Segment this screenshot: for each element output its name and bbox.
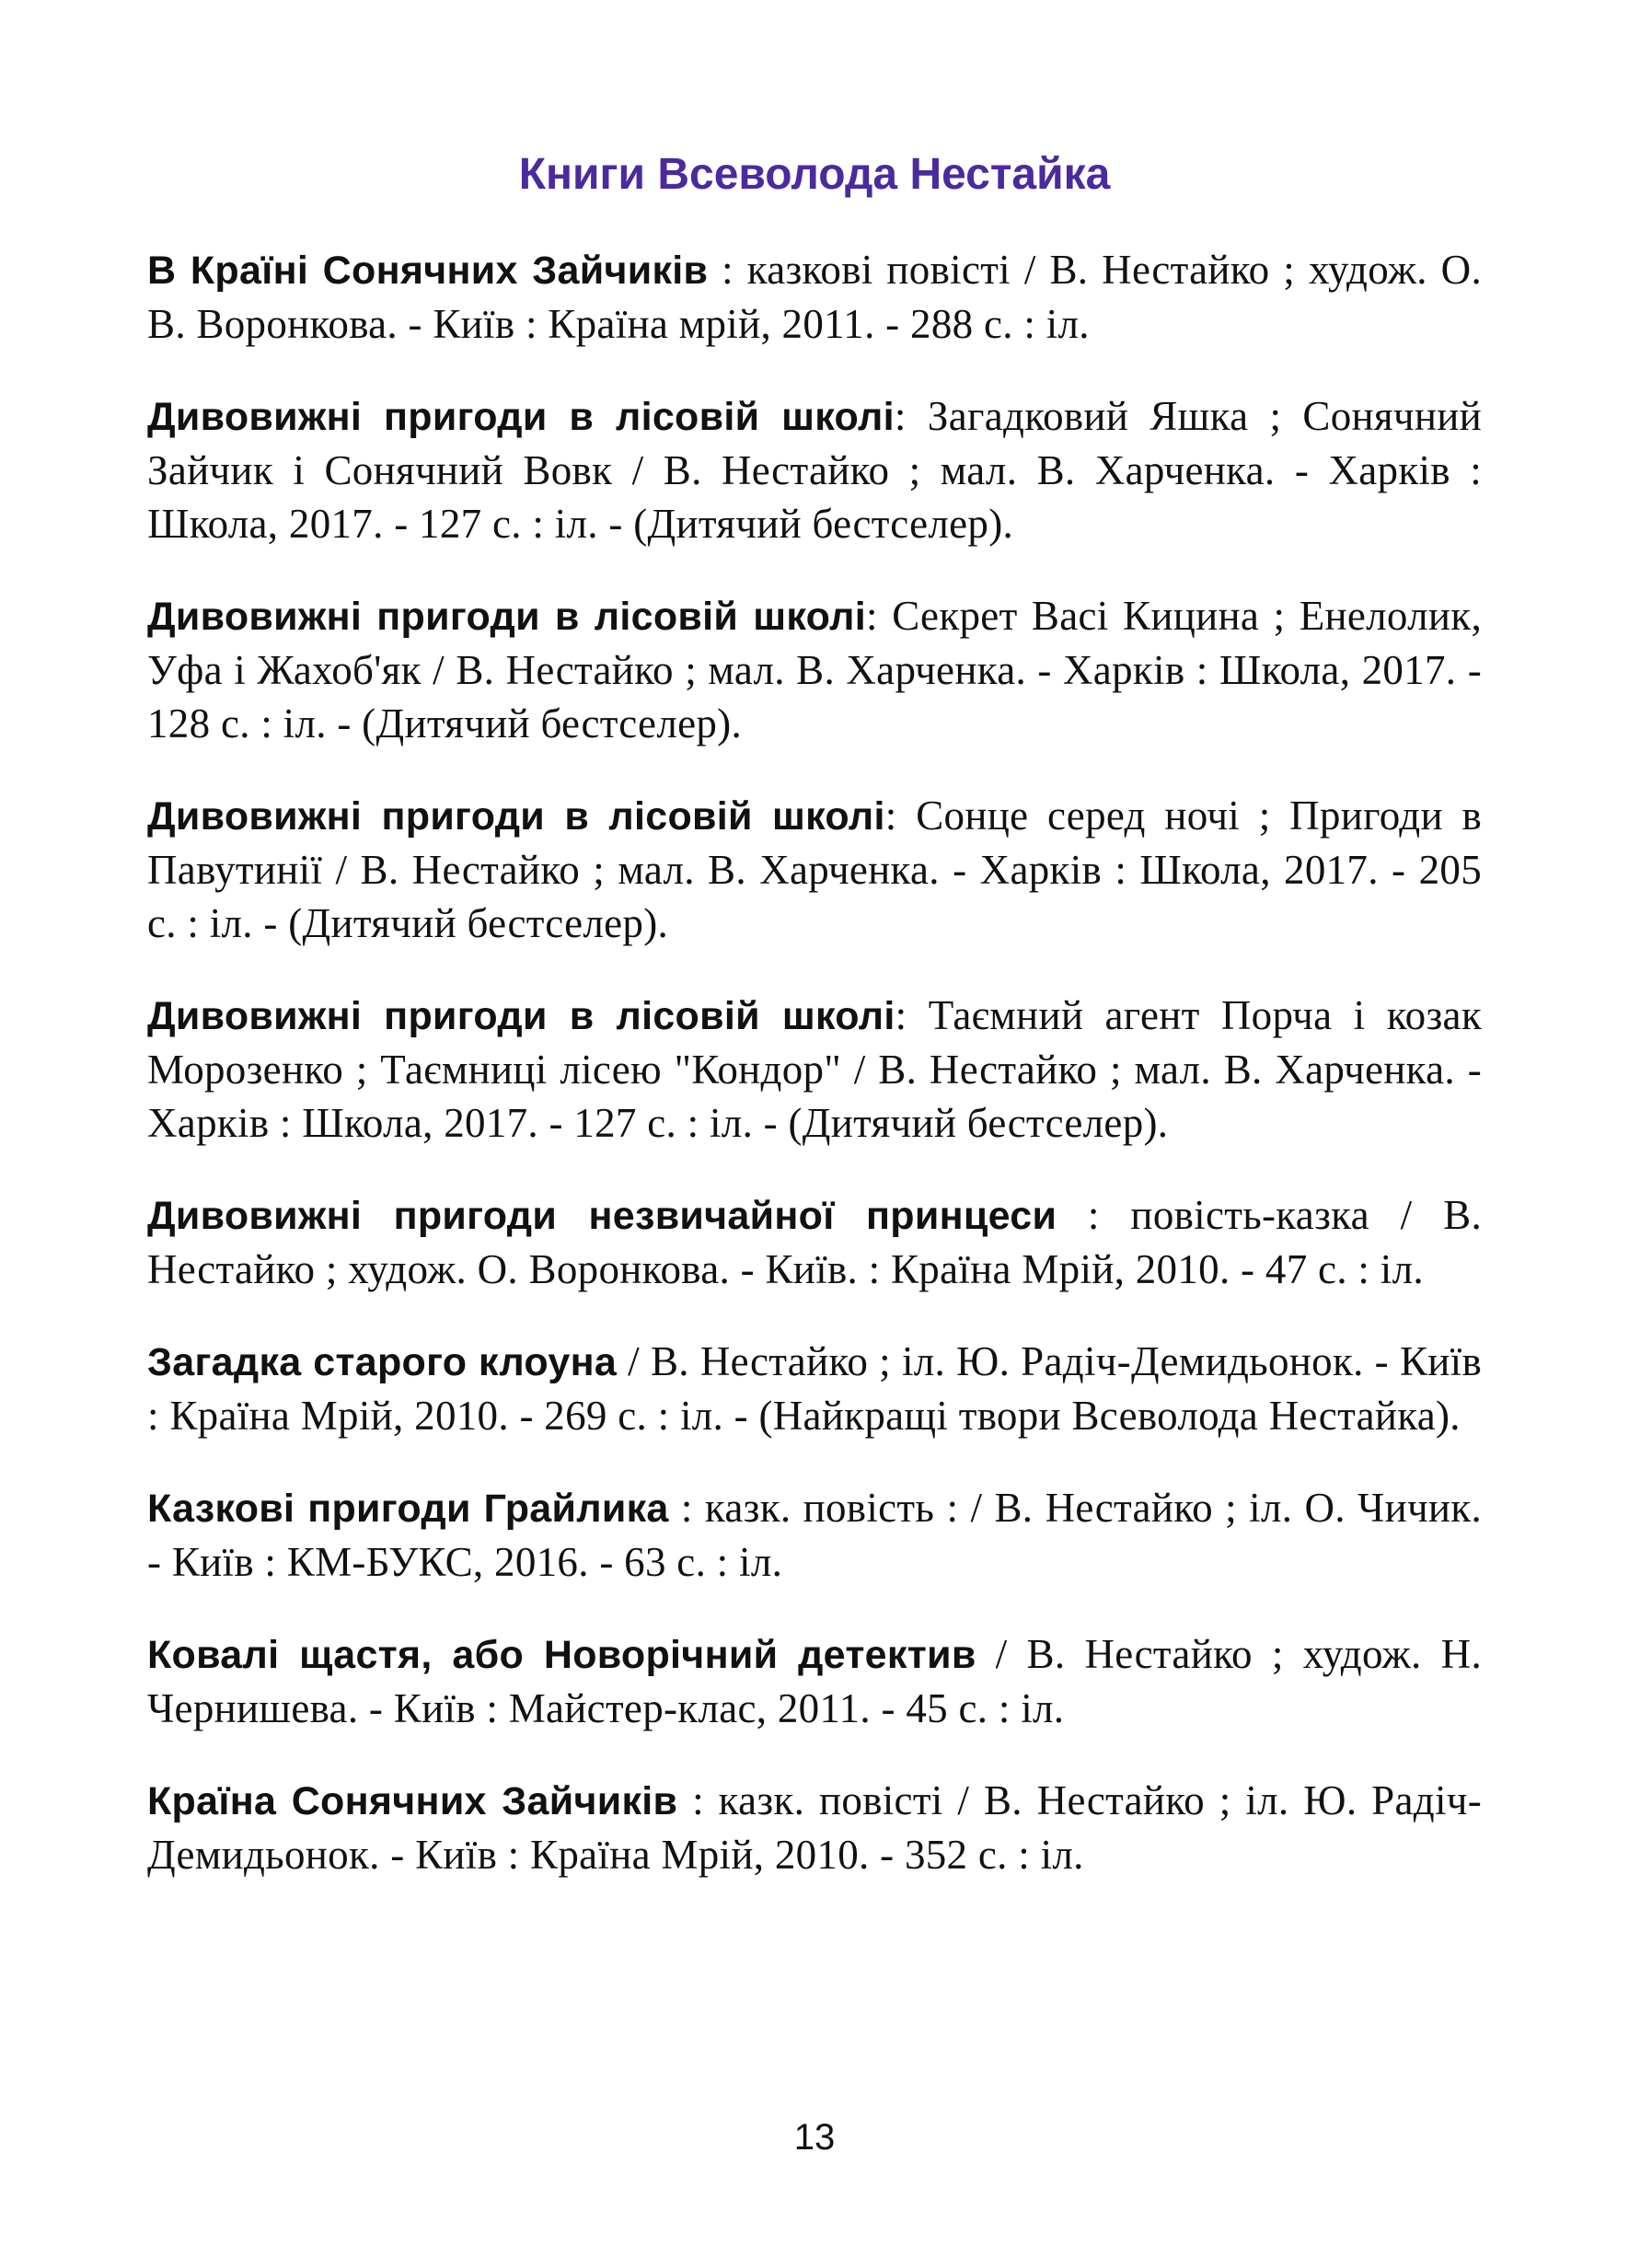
page-number: 13 [793, 2117, 836, 2158]
bibliography-entry [147, 1627, 1482, 1735]
entry-details: : Загадковий Яшка ; Сонячний Зайчик і Сонячний Вовк / В. Нестайко ; мал. В. Харченка. - Харків : Школа, 2017. - 127 с. : іл. - (Дитячий бестселер). [147, 393, 1482, 547]
entry-details: / В. Нестайко ; худож. Н. Чернишева. - Київ : Майстер-клас, 2011. - 45 с. : іл. [147, 1631, 1483, 1731]
bibliography-entry [147, 1774, 1482, 1881]
entry-title: Дивовижні пригоди в лісовій школі [147, 395, 895, 439]
entry-title: Дивовижні пригоди в лісовій школі [147, 794, 885, 839]
entry-title: Країна Сонячних Зайчиків [147, 1779, 678, 1823]
bibliography-entry [147, 1188, 1482, 1296]
entry-details: : Сонце серед ночі ; Пригоди в Павутинії / В. Нестайко ; мал. В. Харченка. - Харків : Школа, 2017. - 205 с. : іл. - (Дитячий бестселер). [147, 793, 1482, 946]
bibliography-entry [147, 1481, 1482, 1589]
bibliography-entry [147, 589, 1482, 750]
entry-details: : Таємний агент Порча і козак Морозенко ; Таємниці лісею "Кондор" / В. Нестайко ; мал. В. Харченка. - Харків : Школа, 2017. - 127 с. : іл. - (Дитячий бестселер). [147, 992, 1482, 1146]
entry-details: : Секрет Васі Кицина ; Енелолик, Уфа і Жахоб'як / В. Нестайко ; мал. В. Харченка. - Харків : Школа, 2017. - 128 с. : іл. - (Дитячий бестселер). [147, 593, 1482, 746]
entry-title: Ковалі щастя, або Новорічний детектив [147, 1633, 976, 1677]
entry-details: : казк. повість : / В. Нестайко ; іл. О. Чичик. - Київ : КМ-БУКС, 2016. - 63 с. : іл. [147, 1485, 1482, 1585]
bibliography-entry [147, 243, 1482, 351]
page-title: Книги Всеволода Нестайка [518, 150, 1111, 199]
entry-title: Дивовижні пригоди в лісовій школі [147, 994, 895, 1038]
entry-details: : повість-казка / В. Нестайко ; худож. О. Воронкова. - Київ. : Країна Мрій, 2010. - 47 с. : іл. [147, 1192, 1482, 1292]
bibliography-entry [147, 389, 1482, 550]
bibliography-entry [147, 989, 1482, 1150]
entry-title: Дивовижні пригоди незвичайної принцеси [147, 1194, 1057, 1238]
entry-title: Дивовижні пригоди в лісовій школі [147, 595, 866, 639]
entry-title: В Країні Сонячних Зайчиків [147, 249, 709, 293]
entry-details: : казкові повісті / В. Нестайко ; худож. О. В. Воронкова. - Київ : Країна мрій, 2011. - 288 с. : іл. [147, 247, 1482, 347]
bibliography-entry [147, 1335, 1482, 1442]
bibliography-list [147, 243, 1482, 1920]
bibliography-entry [147, 789, 1482, 950]
entry-details: / В. Нестайко ; іл. Ю. Радіч-Демидьонок. - Київ : Країна Мрій, 2010. - 269 с. : іл. - (Найкращі твори Всеволода Нестайка). [147, 1338, 1482, 1439]
entry-title: Загадка старого клоуна [147, 1340, 618, 1384]
entry-title: Казкові пригоди Грайлика [147, 1487, 669, 1531]
entry-details: : казк. повісті / В. Нестайко ; іл. Ю. Радіч-Демидьонок. - Київ : Країна Мрій, 2010. - 352 с. : іл. [147, 1777, 1482, 1878]
document-page [147, 0, 1482, 2268]
